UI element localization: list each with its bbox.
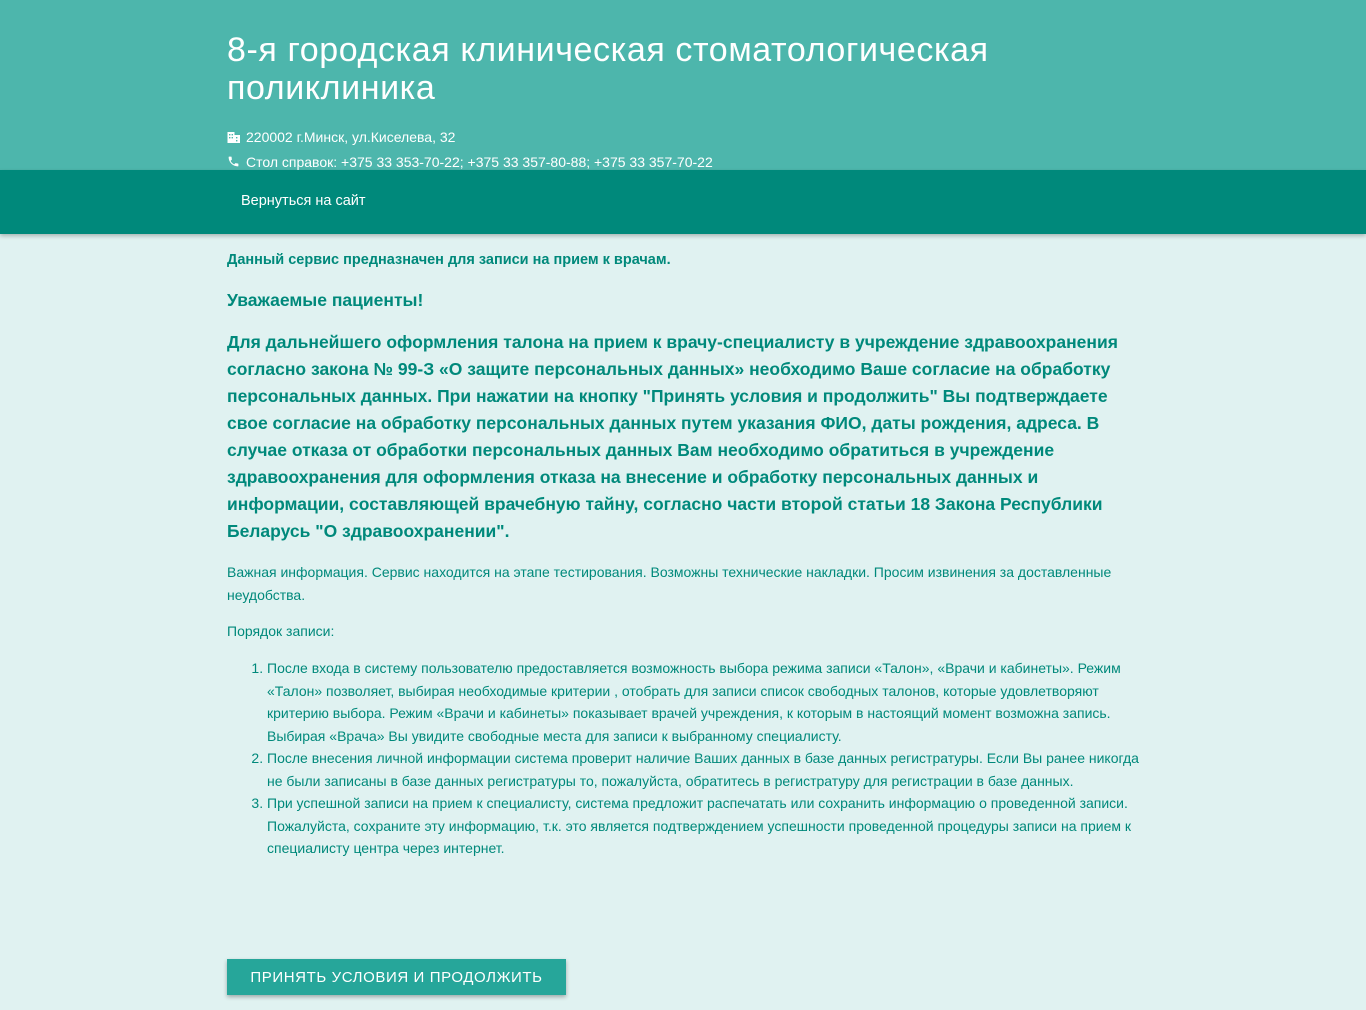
site-header (0, 0, 1366, 170)
order-label: Порядок записи: (227, 623, 335, 639)
phone-icon (227, 155, 240, 168)
address-line (227, 124, 1139, 149)
address-text: 220002 г.Минск, ул.Киселева, 32 (246, 128, 456, 145)
testing-notice: Важная информация. Сервис находится на этапе тестирования. Возможны технические накладки. Просим извинения за доставленные неудобства. (227, 564, 1112, 603)
accept-and-continue-button[interactable]: ПРИНЯТЬ УСЛОВИЯ И ПРОДОЛЖИТЬ (227, 959, 566, 995)
steps-list (227, 657, 1139, 860)
main-content (0, 234, 1366, 860)
greeting-heading: Уважаемые пациенты! (227, 290, 424, 310)
back-to-site-link[interactable]: Вернуться на сайт (241, 193, 366, 209)
list-item: 3. При успешной записи на прием к специалисту, система предложит распечатать или сохранить информацию о проведенной записи. Пожалуйста, сохраните эту информацию, т.к. это является подтверждением успешности проведенной процедуры записи на прием к специалисту центра через интернет. (267, 792, 1139, 860)
site-title: 8-я городская клиническая стоматологическая поликлиника (227, 31, 989, 107)
navbar (0, 170, 1366, 234)
service-intro: Данный сервис предназначен для записи на прием к врачам. (227, 252, 671, 268)
list-item: 2. После внесения личной информации система проверит наличие Ваших данных в базе данных регистратуры. Если Вы ранее никогда не были записаны в базе данных регистратуры то, пожалуйста, обратитесь в регистратуру для регистрации в базе данных. (267, 747, 1139, 792)
consent-text: Для дальнейшего оформления талона на прием к врачу-специалисту в учреждение здравоохранения согласно закона № 99-З «О защите персональных данных» необходимо Ваше согласие на обработку персональных данных. При нажатии на кнопку "Принять условия и продолжить" Вы подтверждаете свое согласие на обработку персональных данных путем указания ФИО, даты рождения, адреса. В случае отказа от обработки персональных данных Вам необходимо обратиться в учреждение здравоохранения для оформления отказа на внесение и обработку персональных данных и информации, составляющей врачебную тайну, согласно части второй статьи 18 Закона Республики Беларусь "О здравоохранении". (227, 332, 1118, 541)
phone-text: Стол справок: +375 33 353-70-22; +375 33 357-80-88; +375 33 357-70-22 (246, 153, 713, 170)
building-icon (227, 130, 240, 143)
list-item: 1. После входа в систему пользователю предоставляется возможность выбора режима записи «Талон», «Врачи и кабинеты». Режим «Талон» позволяет, выбирая необходимые критерии , отобрать для записи список свободных талонов, которые удовлетворяют критерию выбора. Режим «Врачи и кабинеты» показывает врачей учреждения, к которым в настоящий момент возможна запись. Выбирая «Врача» Вы увидите свободные места для записи к выбранному специалисту. (267, 657, 1139, 747)
